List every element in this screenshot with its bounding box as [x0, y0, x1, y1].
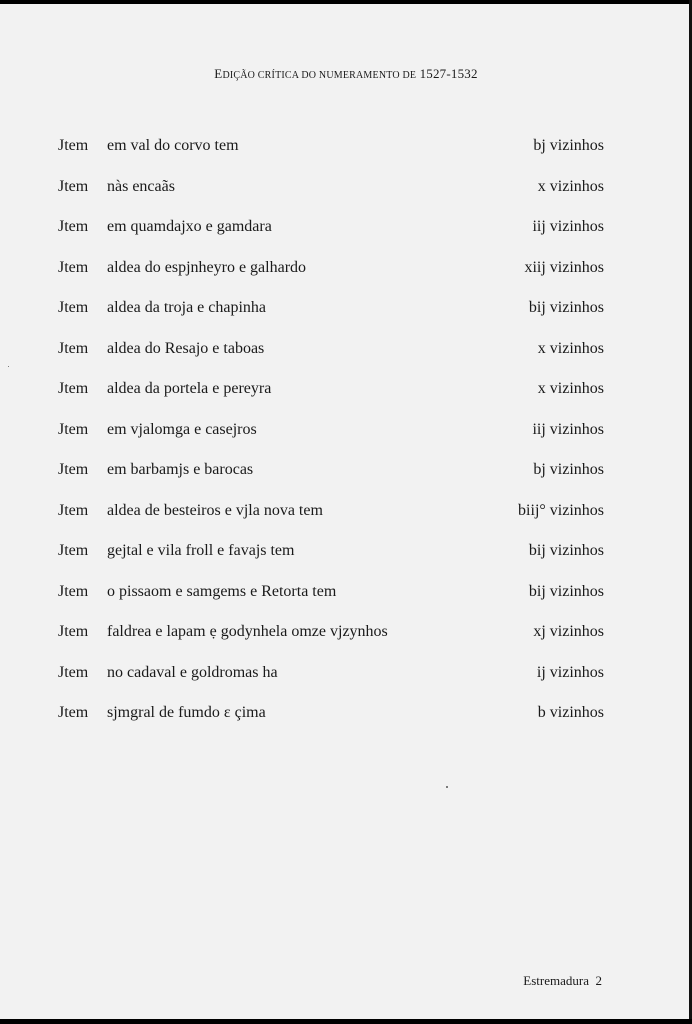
entry-item-label: Jtem: [58, 582, 89, 600]
entry-item-label: Jtem: [58, 380, 89, 397]
entry-count: bij vizinhos: [528, 582, 604, 600]
entry-count: x vizinhos: [537, 380, 604, 397]
running-head-title: DIÇÃO CRÍTICA DO NUMERAMENTO DE: [222, 70, 417, 81]
entry-item-label: Jtem: [58, 218, 89, 235]
entry-row: [0, 579, 692, 620]
entry-place: aldea de besteiros e vjla nova tem: [107, 501, 323, 519]
entry-place: aldea da portela e pereyra: [107, 380, 272, 397]
entry-row: [0, 660, 692, 701]
entry-count: ij vizinhos: [536, 663, 604, 681]
entry-item-label: Jtem: [58, 461, 89, 478]
entry-row: [0, 336, 692, 377]
running-head-years: 1527-1532: [419, 66, 478, 81]
entry-item-label: Jtem: [58, 177, 89, 195]
entry-row: [0, 214, 692, 255]
entry-item-label: Jtem: [58, 623, 89, 640]
entry-count: xj vizinhos: [533, 623, 604, 640]
scan-top-edge: [0, 0, 692, 4]
entry-count: bij vizinhos: [528, 542, 604, 559]
entry-row: [0, 498, 692, 539]
entry-row: [0, 700, 692, 741]
entry-count: b vizinhos: [537, 704, 604, 721]
entry-row: [0, 255, 692, 296]
entry-item-label: Jtem: [58, 339, 89, 357]
entry-count: biij° vizinhos: [518, 501, 604, 519]
page-footer: [523, 973, 602, 989]
entry-row: [0, 457, 692, 498]
entry-place: sjmgral de fumdo ɛ çima: [107, 704, 266, 721]
entry-count: bj vizinhos: [533, 461, 604, 478]
entry-place: o pissaom e samgems e Retorta tem: [107, 582, 337, 600]
entry-item-label: Jtem: [58, 420, 89, 438]
entry-place: aldea do Resajo e taboas: [107, 339, 265, 357]
entry-count: bij vizinhos: [528, 299, 604, 316]
entry-count: xiij vizinhos: [524, 258, 604, 276]
entry-place: aldea do espjnheyro e galhardo: [107, 258, 307, 276]
entry-place: no cadaval e goldromas ha: [107, 663, 278, 681]
entry-item-label: Jtem: [58, 704, 89, 721]
entry-item-label: Jtem: [58, 258, 89, 276]
entry-item-label: Jtem: [58, 663, 89, 681]
scan-speck: [8, 366, 9, 367]
entry-place: em quamdajxo e gamdara: [107, 218, 272, 235]
entry-row: [0, 295, 692, 336]
footer-section: Estremadura: [523, 973, 589, 988]
entry-item-label: Jtem: [58, 299, 89, 316]
entry-item-label: Jtem: [58, 137, 89, 154]
entry-place: em vjalomga e casejros: [107, 420, 257, 438]
entry-row: [0, 619, 692, 660]
running-head-initial: E: [214, 66, 223, 81]
entry-row: [0, 174, 692, 215]
entry-place: faldrea e lapam ẹ godynhela omze vjzynhos: [107, 623, 388, 640]
entry-place: em barbamjs e barocas: [107, 461, 254, 478]
scan-speck: [446, 786, 448, 788]
footer-page-number: 2: [595, 973, 602, 988]
running-head: [0, 66, 692, 82]
entry-count: iij vizinhos: [532, 420, 604, 438]
entry-place: gejtal e vila froll e favajs tem: [107, 542, 295, 559]
entry-count: iij vizinhos: [532, 218, 604, 235]
entry-row: [0, 538, 692, 579]
entry-place: aldea da troja e chapinha: [107, 299, 267, 316]
entry-count: x vizinhos: [537, 339, 604, 357]
entry-item-label: Jtem: [58, 501, 89, 519]
entry-list: [0, 133, 692, 741]
entry-count: x vizinhos: [537, 177, 604, 195]
entry-row: [0, 376, 692, 417]
entry-place: nàs encaãs: [107, 177, 175, 195]
entry-count: bj vizinhos: [533, 137, 604, 154]
entry-item-label: Jtem: [58, 542, 89, 559]
entry-row: [0, 133, 692, 174]
entry-row: [0, 417, 692, 458]
entry-place: em val do corvo tem: [107, 137, 239, 154]
scan-bottom-edge: [0, 1019, 692, 1024]
